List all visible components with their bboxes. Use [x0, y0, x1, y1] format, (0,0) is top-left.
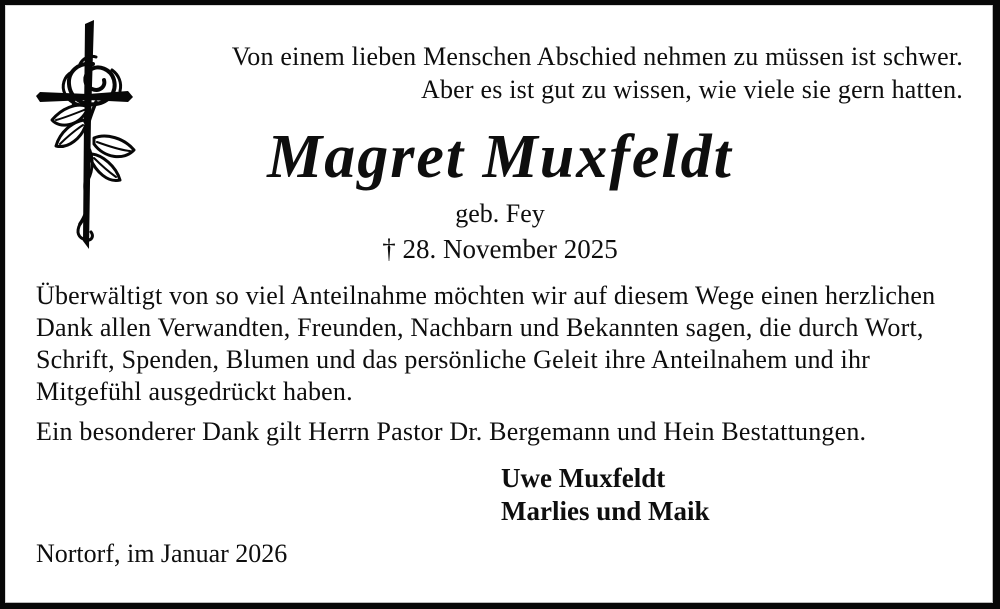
thanks-paragraph: [36, 280, 935, 408]
mourner-name: Uwe Muxfeldt: [501, 463, 666, 493]
epigraph-line-2: Aber es ist gut zu wissen, wie viele sie gern hatten.: [420, 75, 963, 104]
special-thanks: Ein besonderer Dank gilt Herrn Pastor Dr. Bergemann und Hein Bestattungen.: [36, 417, 867, 446]
thanks-line: Mitgefühl ausgedrückt haben.: [36, 377, 353, 406]
epigraph: [232, 40, 963, 106]
epigraph-line-1: Von einem lieben Menschen Abschied nehmen zu müssen ist schwer.: [231, 42, 963, 71]
deceased-name: Magret Muxfeldt: [267, 123, 733, 191]
death-date: † 28. November 2025: [382, 234, 618, 264]
thanks-line: Dank allen Verwandten, Freunden, Nachbarn und Bekannten sagen, die durch Wort,: [36, 313, 924, 342]
deceased-birth-name: geb. Fey: [455, 199, 545, 228]
thanks-line: Schrift, Spenden, Blumen und das persönliche Geleit ihre Anteilnahem und ihr: [36, 345, 871, 374]
thanks-line: Überwältigt von so viel Anteilnahme möchten wir auf diesem Wege einen herzlichen: [36, 281, 936, 310]
mourners: [501, 462, 710, 528]
place-date: Nortorf, im Januar 2026: [36, 539, 288, 568]
mourner-name: Marlies und Maik: [501, 496, 710, 526]
